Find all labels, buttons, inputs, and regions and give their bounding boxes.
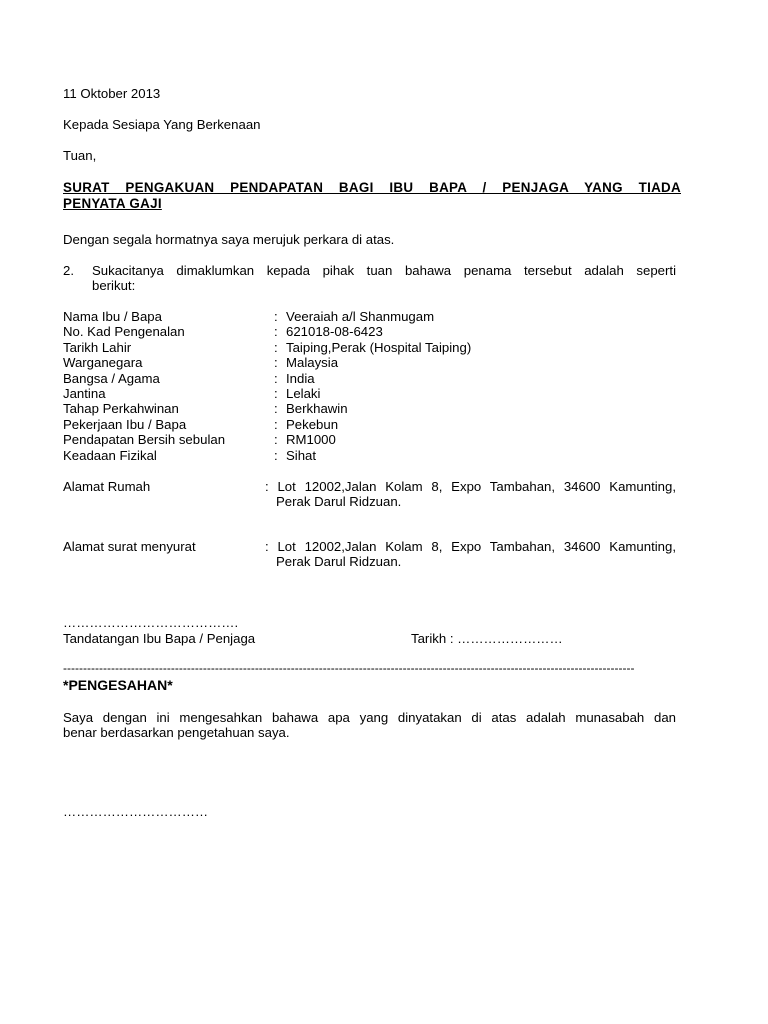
detail-colon: : [274,432,278,448]
detail-row [63,401,683,416]
section-divider: ----------------------------------------------------------------------------------------------------------------------------------------------- [63,661,635,675]
detail-value: India [286,370,315,386]
salutation: Tuan, [63,148,97,163]
paragraph-number: 2. [63,263,74,278]
detail-value: Sihat [286,447,317,463]
detail-colon: : [274,309,278,324]
detail-value: Malaysia [286,355,339,371]
detail-row [63,355,683,370]
detail-colon: : [274,447,278,463]
detail-label: Bangsa / Agama [63,370,160,386]
detail-colon: : [274,416,278,432]
detail-value: Veeraiah a/l Shanmugam [286,309,435,324]
detail-label: Pekerjaan Ibu / Bapa [63,416,187,432]
detail-value: RM1000 [286,432,336,448]
detail-row [63,340,683,355]
detail-value: Pekebun [286,416,339,432]
detail-row [63,371,683,386]
paragraph-2-line-2: berikut: [92,278,136,293]
detail-colon: : [274,401,278,417]
detail-value: Berkhawin [286,401,348,417]
signature-dots: …………………………………. [63,615,239,630]
verification-line-2: benar berdasarkan pengetahuan saya. [63,725,290,740]
detail-value: 621018-08-6423 [286,324,383,340]
intro-paragraph: Dengan segala hormatnya saya merujuk perkara di atas. [63,232,395,247]
detail-label: Pendapatan Bersih sebulan [63,432,226,448]
home-address-line-2: Perak Darul Ridzuan. [276,494,402,509]
home-address-label: Alamat Rumah [63,479,151,494]
mailing-address-line-1: : Lot 12002,Jalan Kolam 8, Expo Tambahan, 34600 Kamunting, [265,539,676,554]
detail-colon: : [274,355,278,371]
detail-row [63,309,683,324]
letter-title-line-1: SURAT PENGAKUAN PENDAPATAN BAGI IBU BAPA / PENJAGA YANG TIADA [63,180,681,195]
verification-heading: *PENGESAHAN* [63,677,173,693]
detail-colon: : [274,370,278,386]
paragraph-2-line-1: Sukacitanya dimaklumkan kepada pihak tuan bahawa penama tersebut adalah seperti [92,263,676,278]
detail-row [63,448,683,463]
signature-label: Tandatangan Ibu Bapa / Penjaga [63,631,256,646]
detail-row [63,324,683,339]
recipient: Kepada Sesiapa Yang Berkenaan [63,117,261,132]
detail-row [63,386,683,401]
detail-row [63,417,683,432]
detail-value: Taiping,Perak (Hospital Taiping) [286,339,472,355]
detail-label: No. Kad Pengenalan [63,324,185,340]
verification-signature-dots: …………………………… [63,804,209,819]
detail-label: Nama Ibu / Bapa [63,309,162,324]
detail-colon: : [274,339,278,355]
detail-row [63,432,683,447]
detail-label: Tahap Perkahwinan [63,401,179,417]
detail-label: Keadaan Fizikal [63,447,157,463]
detail-value: Lelaki [286,386,321,401]
mailing-address-line-2: Perak Darul Ridzuan. [276,554,402,569]
mailing-address-label: Alamat surat menyurat [63,539,196,554]
home-address-line-1: : Lot 12002,Jalan Kolam 8, Expo Tambahan, 34600 Kamunting, [265,479,676,494]
detail-label: Jantina [63,386,106,401]
letter-date: 11 Oktober 2013 [63,86,161,101]
detail-colon: : [274,324,278,340]
detail-colon: : [274,386,278,401]
letter-title-line-2: PENYATA GAJI [63,196,162,211]
detail-label: Tarikh Lahir [63,339,132,355]
signature-date: Tarikh : …………………… [411,631,563,646]
verification-line-1: Saya dengan ini mengesahkan bahawa apa yang dinyatakan di atas adalah munasabah dan [63,710,676,725]
detail-label: Warganegara [63,355,143,371]
